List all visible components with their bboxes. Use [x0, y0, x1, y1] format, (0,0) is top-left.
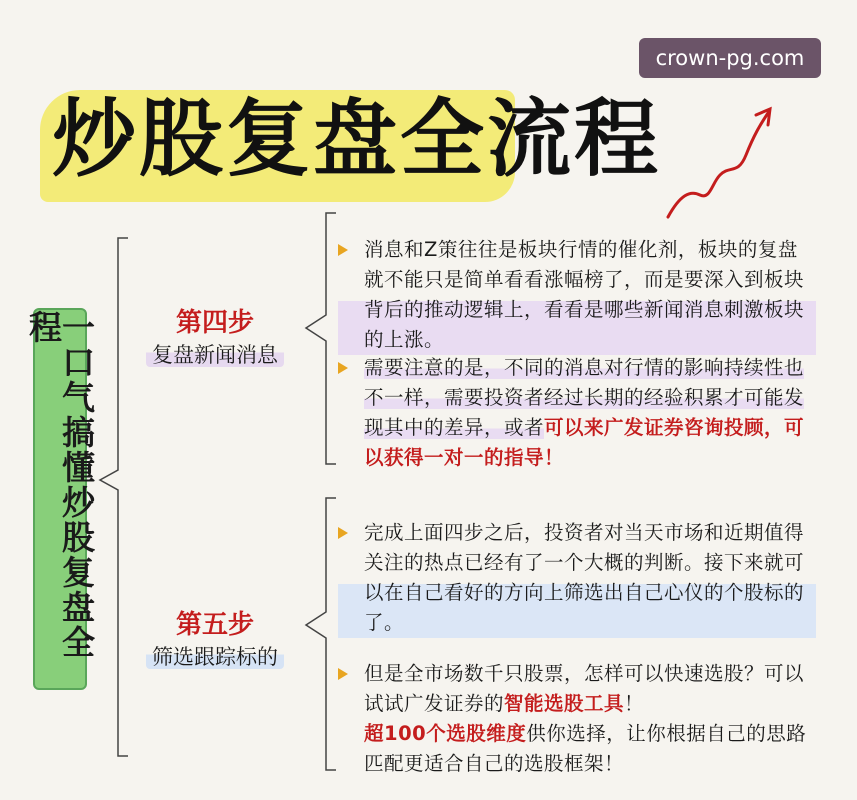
bullet-triangle-icon: [338, 244, 348, 256]
bullet-triangle-icon: [338, 527, 348, 539]
paragraph-text-emphasis: 智能选股工具: [504, 692, 625, 715]
step5-paragraph-1: [338, 518, 816, 638]
paragraph-text-plain: 供你选择，让你根据自己的思路匹配更适合自己的选股框架！: [364, 722, 807, 775]
step4-paragraph-1: [338, 235, 816, 355]
step-four: [130, 302, 300, 369]
paragraph-text-plain: 但是全市场数千只股票，怎样可以快速选股？可以试试广发证券的: [364, 662, 805, 715]
step4-paragraph-2: [338, 353, 816, 473]
paragraph-text: [338, 353, 816, 473]
page-title: 炒股复盘全流程: [52, 90, 662, 188]
step-number: 第四步: [175, 308, 254, 338]
bullet-triangle-icon: [338, 362, 348, 374]
side-tab-label: 一口气搞懂炒股复盘全程: [24, 310, 96, 660]
bullet-triangle-icon: [338, 668, 348, 680]
paragraph-text: [338, 659, 816, 779]
step-five: [130, 604, 300, 671]
paragraph-text-plain: ！: [624, 692, 645, 715]
paragraph-text-emphasis: 超100个选股维度: [364, 722, 527, 745]
paragraph-text-emphasis: 可以来广发证券咨询投顾，可以获得一对一的指导！: [364, 416, 805, 469]
step-number: 第五步: [175, 610, 254, 640]
watermark-badge: crown-pg.com: [639, 38, 821, 78]
paragraph-text: 完成上面四步之后，投资者对当天市场和近期值得关注的热点已经有了一个大概的判断。接下来就可以在自己看好的方向上筛选出自己心仪的个股标的了。: [338, 518, 816, 638]
step-title: 筛选跟踪标的: [146, 645, 284, 669]
paragraph-text: 消息和Z策往往是板块行情的催化剂，板块的复盘就不能只是简单看看涨幅榜了，而是要深入到板块背后的推动逻辑上，看看是哪些新闻消息刺激板块的上涨。: [338, 235, 816, 355]
step-title: 复盘新闻消息: [146, 343, 284, 367]
step5-paragraph-2: [338, 659, 816, 779]
paragraph-text-plain: 需要注意的是，不同的消息对行情的影响持续性也不一样，需要投资者经过长期的经验积累才可能发现其中的差异，或者: [364, 356, 805, 439]
